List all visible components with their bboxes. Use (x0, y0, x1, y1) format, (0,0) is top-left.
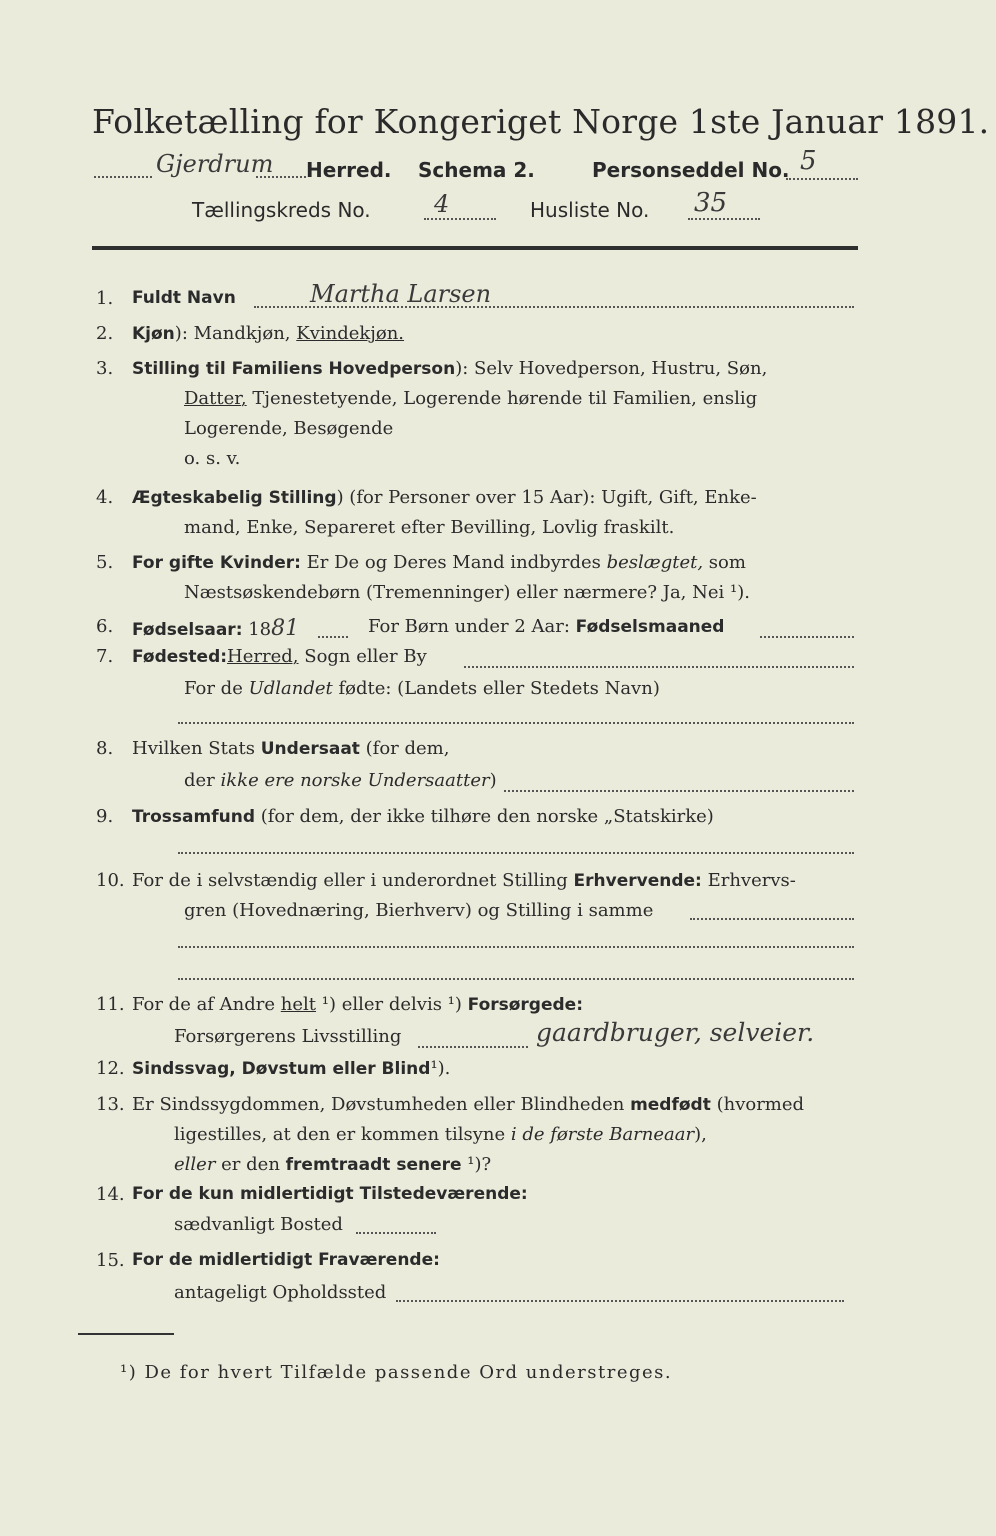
herred-value: Gjerdrum (156, 150, 274, 178)
field-label: For de midlertidigt Fraværende: (132, 1250, 440, 1270)
personseddel-value: 5 (800, 146, 817, 176)
field-text: Er Sindssygdommen, Døvstumheden eller Blindheden (132, 1094, 631, 1115)
field-text: ) (489, 770, 497, 791)
dotted-line (256, 176, 306, 178)
field-number: 15. (96, 1250, 125, 1271)
selected-option: helt (280, 994, 317, 1015)
field-6-right (368, 616, 724, 637)
field-text: Hvilken Stats (132, 738, 261, 759)
dotted-line (424, 218, 496, 220)
dotted-line (786, 178, 858, 180)
field-text: er den (215, 1154, 286, 1175)
dotted-line (318, 636, 348, 638)
dotted-line (356, 1232, 436, 1234)
field-text: ¹) eller delvis ¹) (316, 994, 468, 1015)
footnote: ¹) De for hvert Tilfælde passende Ord understreges. (120, 1362, 673, 1383)
dotted-line (178, 946, 854, 948)
selected-option: Kvindekjøn. (296, 323, 405, 344)
field-italic: ikke ere norske Undersaatter (220, 770, 490, 791)
field-label: Fødselsmaaned (575, 617, 725, 637)
field-label: For de kun midlertidigt Tilstedeværende: (132, 1184, 528, 1204)
selected-option: Datter, (184, 388, 247, 409)
field-text: sædvanligt Bosted (174, 1214, 343, 1235)
field-text: Forsørgerens Livsstilling (174, 1026, 402, 1047)
dotted-line (760, 636, 854, 638)
field-text: 18 (242, 619, 272, 640)
field-label: Erhvervende: (573, 871, 702, 891)
field-number: 13. (96, 1094, 125, 1115)
field-label: Sindssvag, Døvstum eller Blind (132, 1059, 431, 1079)
provider-occupation-value: gaardbruger, selveier. (536, 1018, 815, 1047)
field-number: 7. (96, 646, 114, 667)
dotted-line (688, 218, 760, 220)
field-number: 5. (96, 552, 114, 573)
field-italic: Udlandet (248, 678, 333, 699)
dotted-line (690, 918, 854, 920)
field-number: 12. (96, 1058, 125, 1079)
field-text: fødte: (Landets eller Stedets Navn) (332, 678, 660, 699)
field-text: For de (184, 678, 249, 699)
dotted-line (396, 1300, 844, 1302)
field-text: ): Mandkjøn, (174, 323, 297, 344)
footnote-rule (78, 1333, 174, 1335)
field-italic: beslægtet, (606, 552, 704, 573)
form-title: Folketælling for Kongeriget Norge 1ste Januar 1891. (92, 102, 990, 141)
field-number: 2. (96, 323, 114, 344)
field-italic: eller (174, 1154, 216, 1175)
header-rule (92, 246, 858, 250)
husliste-label: Husliste No. (530, 198, 650, 222)
field-label: For gifte Kvinder: (132, 553, 301, 573)
field-text: som (703, 552, 746, 573)
schema-label: Schema 2. (418, 158, 535, 182)
field-text: For Børn under 2 Aar: (368, 616, 576, 637)
full-name-value: Martha Larsen (310, 280, 492, 308)
field-text: Logerende, Besøgende (184, 418, 394, 439)
field-text: der (184, 770, 221, 791)
personseddel-label: Personseddel No. (592, 158, 790, 182)
field-label: Ægteskabelig Stilling (132, 488, 337, 508)
field-text: Sogn eller By (298, 646, 427, 667)
herred-label: Herred. (306, 158, 392, 182)
dotted-line (94, 176, 152, 178)
field-text: o. s. v. (184, 448, 241, 469)
field-number: 1. (96, 288, 114, 309)
dotted-line (464, 666, 854, 668)
field-text: ¹)? (461, 1154, 492, 1175)
field-label: Forsørgede: (467, 995, 584, 1015)
field-number: 9. (96, 806, 114, 827)
field-italic: i de første Barneaar (510, 1124, 695, 1145)
field-text: ), (694, 1124, 707, 1145)
field-number: 11. (96, 994, 125, 1015)
field-text: mand, Enke, Separeret efter Bevilling, Lovlig fraskilt. (184, 517, 675, 538)
field-label: Stilling til Familiens Hovedperson (132, 359, 456, 379)
field-text: (for dem, der ikke tilhøre den norske „Statskirke) (254, 806, 714, 827)
dotted-line (504, 790, 854, 792)
field-text: Erhvervs- (701, 870, 796, 891)
field-label: Undersaat (260, 739, 360, 759)
dotted-line (178, 722, 854, 724)
kreds-value: 4 (434, 190, 450, 218)
field-label: Fødested: (132, 647, 228, 667)
field-number: 3. (96, 358, 114, 379)
dotted-line (178, 978, 854, 980)
field-text: ligestilles, at den er kommen tilsyne (174, 1124, 511, 1145)
field-number: 8. (96, 738, 114, 759)
field-label: Kjøn (132, 324, 175, 344)
field-text: Er De og Deres Mand indbyrdes (300, 552, 607, 573)
field-text: For de i selvstændig eller i underordnet Stilling (132, 870, 574, 891)
field-text: ): Selv Hovedperson, Hustru, Søn, (455, 358, 768, 379)
dotted-line (254, 306, 854, 308)
field-label: fremtraadt senere (285, 1155, 462, 1175)
field-number: 14. (96, 1184, 125, 1205)
field-text: Næstsøskendebørn (Tremenninger) eller nærmere? Ja, Nei ¹). (184, 582, 750, 603)
field-label: Fødselsaar: (132, 620, 243, 640)
field-text: (hvormed (710, 1094, 805, 1115)
field-text: ) (for Personer over 15 Aar): Ugift, Gift, Enke- (336, 487, 757, 508)
field-number: 10. (96, 870, 125, 891)
field-text: (for dem, (359, 738, 450, 759)
census-form: Folketælling for Kongeriget Norge 1ste Januar 1891. Gjerdrum Herred. Schema 2. Personseddel No. 5 Tællingskreds No. 4 Husliste No. 35 1. Fuldt Navn Martha Larsen 2. Kjøn): Mandkjøn, Kvindekjøn. 3. Stilling til Familiens Hovedperson): Selv Hovedperson, Hustru, Søn, Datter, Tjenestetyende, Logerende hørende til Familien, enslig Logerende, Besøgende o. s. v. 4. Ægteskabelig Stilling) (for Personer over 15 Aar): Ugift, Gift, Enke- mand, Enke, Separeret efter Bevilling, Lovlig fraskilt. 5. For gifte Kvinder: Er De og Deres Mand indbyrdes beslægtet, som Næstsøskendebørn (Tremenninger) eller nærmere? Ja, Nei ¹). 6. Fødselsaar: 1881 For Børn under 2 Aar: Fødselsmaaned 7. Fødested:Herred, Sogn eller By For de Udlandet fødte: (Landets eller Stedets Navn) 8. Hvilken Stats Undersaat (for dem, der ikke ere norske Undersaatter) 9. Trossamfund (for dem, der ikke tilhøre den norske „Statskirke) 10. For de i selvstændig eller i underordnet Stilling Erhvervende: Erhvervs- gren (Hovednæring, Bierhverv) og Stilling i samme 11. For de af Andre helt ¹) eller delvis ¹) Forsørgede: Forsørgerens Livsstilling gaardbruger, selveier. 12. Sindssvag, Døvstum eller Blind¹). 13. Er Sindssygdommen, Døvstumheden eller Blindheden medfødt (hvormed ligestilles, at den er kommen tilsyne i de første Barneaar), eller er den fremtraadt senere ¹)? 14. For de kun midlertidigt Tilstedeværende: sædvanligt Bosted 15. For de midlertidigt Fraværende: antageligt Opholdssted ¹) De for hvert Tilfælde passende Ord understreges. (0, 0, 996, 1536)
field-number: 6. (96, 616, 114, 637)
field-text: gren (Hovednæring, Bierhverv) og Stilling i samme (184, 900, 654, 921)
field-label: Trossamfund (132, 807, 255, 827)
field-text: For de af Andre (132, 994, 281, 1015)
birth-year-value: 81 (271, 616, 300, 641)
selected-option: Herred, (227, 646, 299, 667)
field-label: medfødt (630, 1095, 711, 1115)
dotted-line (178, 852, 854, 854)
kreds-label: Tællingskreds No. (192, 198, 371, 222)
dotted-line (418, 1046, 528, 1048)
field-label: Fuldt Navn (132, 288, 236, 308)
field-text: antageligt Opholdssted (174, 1282, 387, 1303)
field-number: 4. (96, 487, 114, 508)
husliste-value: 35 (694, 188, 728, 218)
field-text: Tjenestetyende, Logerende hørende til Familien, enslig (246, 388, 758, 409)
